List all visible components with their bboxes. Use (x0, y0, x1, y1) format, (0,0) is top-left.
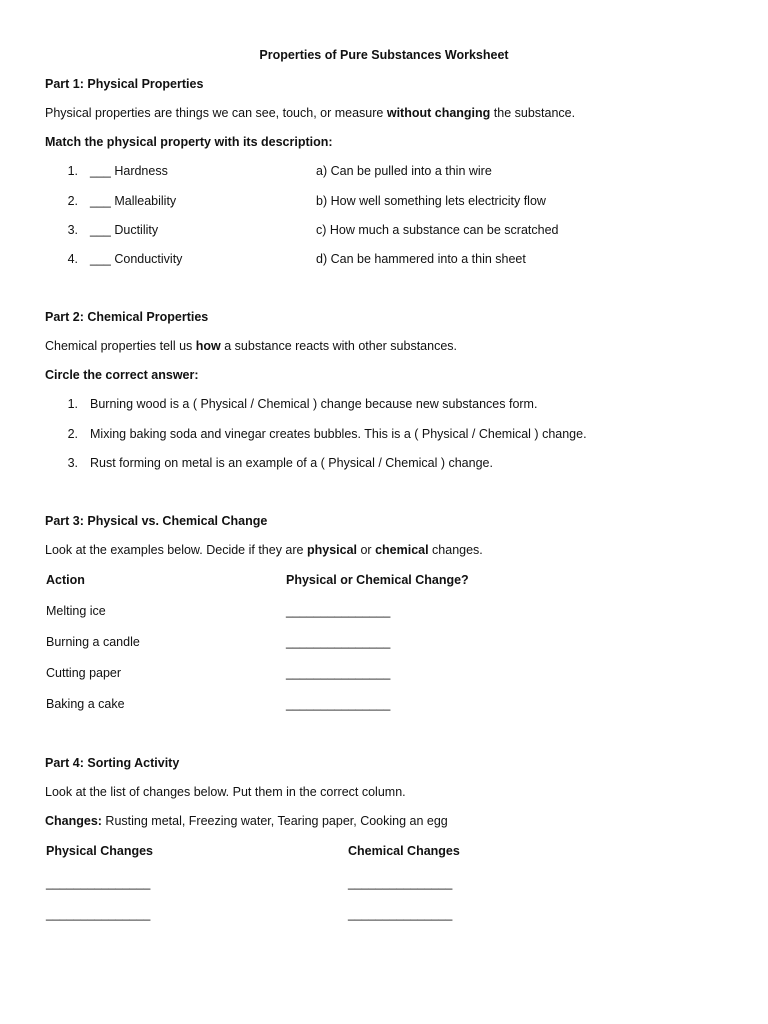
match-blank: ___ (90, 223, 111, 237)
part4-intro: Look at the list of changes below. Put them in the correct column. (45, 785, 406, 799)
part1-intro-post: the substance. (490, 106, 576, 120)
part3-intro (45, 543, 483, 557)
match-blank: ___ (90, 164, 111, 178)
match-blank: ___ (90, 252, 111, 266)
match-number: 4. (67, 252, 78, 266)
changes-label: Changes: (45, 814, 102, 828)
match-description: a) Can be pulled into a thin wire (316, 164, 492, 178)
part1-instruction: Match the physical property with its description: (45, 135, 333, 149)
match-number: 2. (67, 194, 78, 208)
part2-intro (45, 339, 457, 353)
part2-intro-bold: how (195, 339, 221, 353)
part3-intro-mid: or (357, 543, 376, 557)
part2-intro-post: a substance reacts with other substances. (220, 339, 458, 353)
match-item (90, 164, 168, 178)
part1-intro-bold: without changing (386, 106, 491, 120)
table-cell-action: Melting ice (46, 604, 106, 618)
part1-heading: Part 1: Physical Properties (45, 77, 204, 91)
match-number: 1. (67, 164, 78, 178)
question-text: Rust forming on metal is an example of a ( Physical / Chemical ) change. (90, 456, 493, 470)
sorting-blank-chemical[interactable]: _______________ (348, 907, 453, 921)
part4-changes (45, 814, 448, 828)
part3-intro-bold-chemical: chemical (375, 543, 429, 557)
part1-intro-pre: Physical properties are things we can see, touch, or measure (45, 106, 387, 120)
match-blank: ___ (90, 194, 111, 208)
match-term: Hardness (114, 164, 168, 178)
answer-blank[interactable]: _______________ (286, 604, 391, 618)
table-cell-action: Burning a candle (46, 635, 140, 649)
table-cell-action: Baking a cake (46, 697, 125, 711)
sorting-blank-physical[interactable]: _______________ (46, 876, 151, 890)
worksheet-title: Properties of Pure Substances Worksheet (259, 48, 509, 62)
match-number: 3. (67, 223, 78, 237)
question-text: Burning wood is a ( Physical / Chemical ) change because new substances form. (90, 397, 538, 411)
match-description: b) How well something lets electricity flow (316, 194, 546, 208)
table-cell-action: Cutting paper (46, 666, 122, 680)
match-item (90, 194, 176, 208)
column-header-physical: Physical Changes (46, 844, 153, 858)
part2-intro-pre: Chemical properties tell us (45, 339, 196, 353)
answer-blank[interactable]: _______________ (286, 697, 391, 711)
question-text: Mixing baking soda and vinegar creates bubbles. This is a ( Physical / Chemical ) change. (90, 427, 587, 441)
part1-intro (45, 106, 575, 120)
match-item (90, 252, 182, 266)
question-number: 2. (67, 427, 78, 441)
part2-instruction: Circle the correct answer: (45, 368, 199, 382)
match-description: d) Can be hammered into a thin sheet (316, 252, 526, 266)
match-term: Conductivity (114, 252, 183, 266)
question-number: 1. (67, 397, 78, 411)
part3-intro-pre: Look at the examples below. Decide if they are (45, 543, 307, 557)
table-header-action: Action (46, 573, 85, 587)
table-header-change: Physical or Chemical Change? (286, 573, 469, 587)
match-item (90, 223, 158, 237)
match-description: c) How much a substance can be scratched (316, 223, 559, 237)
part3-heading: Part 3: Physical vs. Chemical Change (45, 514, 268, 528)
part4-heading: Part 4: Sorting Activity (45, 756, 180, 770)
answer-blank[interactable]: _______________ (286, 635, 391, 649)
changes-list: Rusting metal, Freezing water, Tearing paper, Cooking an egg (101, 814, 448, 828)
answer-blank[interactable]: _______________ (286, 666, 391, 680)
sorting-blank-physical[interactable]: _______________ (46, 907, 151, 921)
part2-heading: Part 2: Chemical Properties (45, 310, 209, 324)
part3-intro-bold-physical: physical (306, 543, 357, 557)
column-header-chemical: Chemical Changes (348, 844, 460, 858)
match-term: Malleability (114, 194, 177, 208)
question-number: 3. (67, 456, 78, 470)
match-term: Ductility (114, 223, 159, 237)
sorting-blank-chemical[interactable]: _______________ (348, 876, 453, 890)
part3-intro-post: changes. (428, 543, 483, 557)
